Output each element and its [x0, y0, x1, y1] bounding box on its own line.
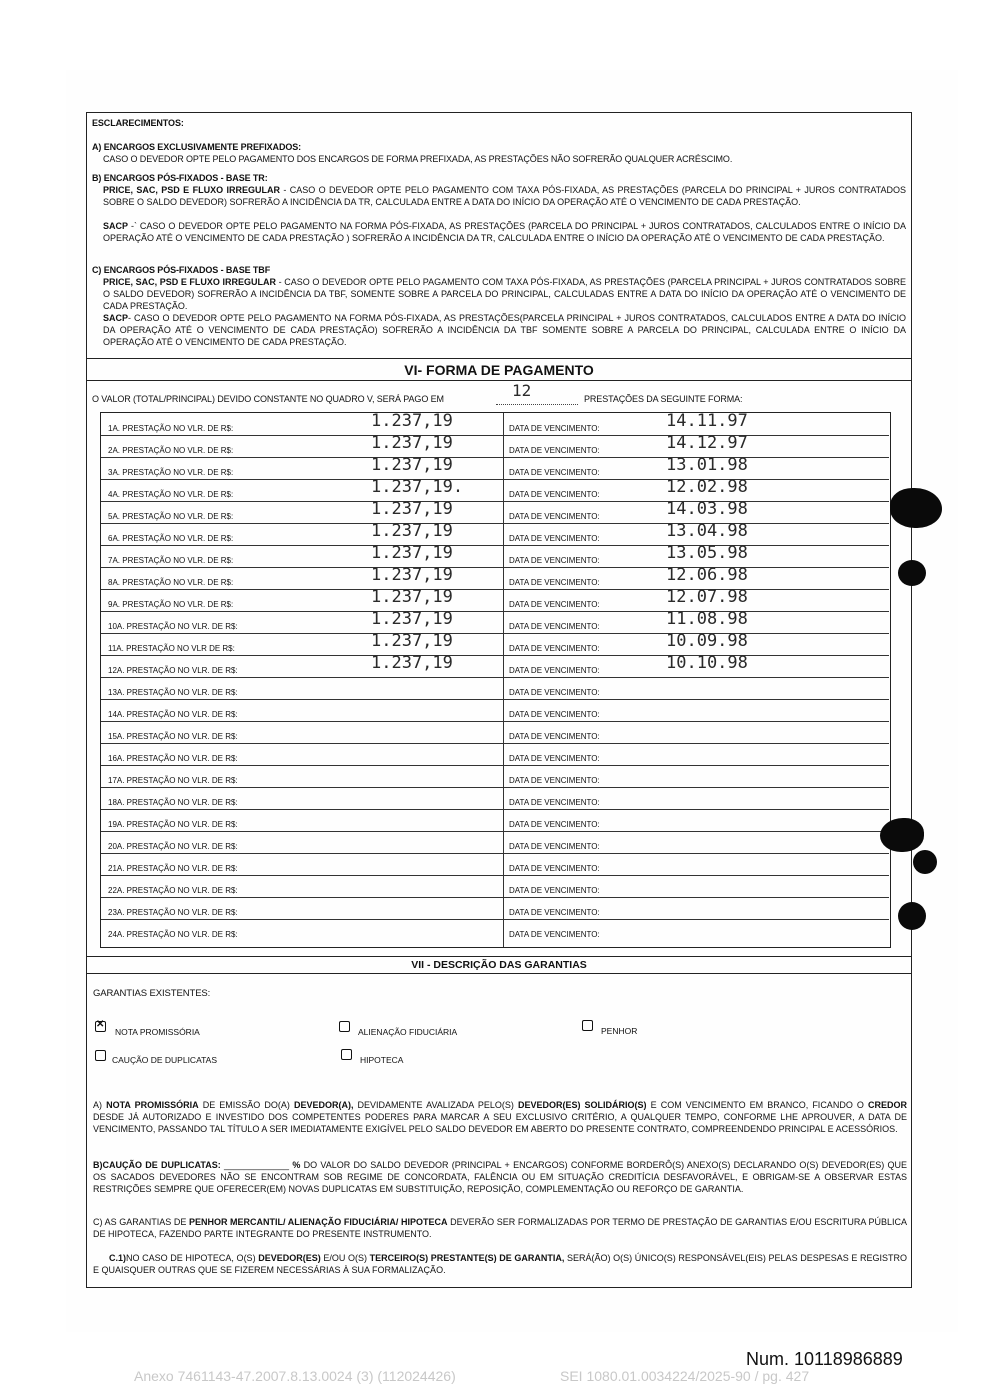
nota-promissoria-checkbox[interactable] [95, 1021, 106, 1032]
row-value: 1.237,19 [371, 653, 453, 673]
row-label: 17A. PRESTAÇÃO NO VLR. DE R$: [108, 776, 238, 785]
row-date: 14.03.98 [666, 499, 748, 519]
section-c-sacp: SACP- CASO O DEVEDOR OPTE PELO PAGAMENTO NA FORMA PÓS-FIXADA, AS PRESTAÇÕES(PARCELA PRINCIPAL + JUROS CONTRATADOS, CALCULADOS ENTRE A DATA DO INÍCIO DA OPERAÇÃO ATÉ O VENCIMENTO DE CADA PRESTAÇÃO) SOFRERÃO A INCIDÊNCIA DA TBF SOMENTE SOBRE A PARCELA DO PRINCIPAL, CALCULADA ENTRE O INÍCIO DA OPERAÇÃO ATÉ O VENCIMENTO DE CADA PRESTAÇÃO. [103, 313, 906, 347]
table-row [101, 655, 889, 678]
date-label: DATA DE VENCIMENTO: [509, 666, 600, 675]
row-value: 1.237,19 [371, 411, 453, 431]
table-row [101, 589, 889, 612]
date-label: DATA DE VENCIMENTO: [509, 842, 600, 851]
row-date: 10.09.98 [666, 631, 748, 651]
table-row [101, 787, 889, 810]
section-b-title: B) ENCARGOS PÓS-FIXADOS - BASE TR: [92, 173, 268, 183]
row-label: 3A. PRESTAÇÃO NO VLR. DE R$: [108, 468, 234, 477]
table-row [101, 919, 889, 941]
nota-promissoria-label: NOTA PROMISSÓRIA [115, 1027, 200, 1037]
date-label: DATA DE VENCIMENTO: [509, 908, 600, 917]
row-date: 12.06.98 [666, 565, 748, 585]
row-value: 1.237,19 [371, 521, 453, 541]
table-row [101, 501, 889, 524]
row-label: 23A. PRESTAÇÃO NO VLR. DE R$: [108, 908, 238, 917]
row-date: 12.02.98 [666, 477, 748, 497]
divider [86, 973, 912, 974]
esclarecimentos-title: ESCLARECIMENTOS: [92, 118, 184, 128]
row-label: 10A. PRESTAÇÃO NO VLR. DE R$: [108, 622, 238, 631]
row-value: 1.237,19 [371, 499, 453, 519]
hipoteca-label: HIPOTECA [360, 1055, 404, 1065]
row-label: 14A. PRESTAÇÃO NO VLR. DE R$: [108, 710, 238, 719]
row-value: 1.237,19 [371, 433, 453, 453]
date-label: DATA DE VENCIMENTO: [509, 600, 600, 609]
date-label: DATA DE VENCIMENTO: [509, 644, 600, 653]
date-label: DATA DE VENCIMENTO: [509, 446, 600, 455]
date-label: DATA DE VENCIMENTO: [509, 688, 600, 697]
row-label: 18A. PRESTAÇÃO NO VLR. DE R$: [108, 798, 238, 807]
pagamento-intro-left: O VALOR (TOTAL/PRINCIPAL) DEVIDO CONSTANTE NO QUADRO V, SERÁ PAGO EM [92, 394, 444, 404]
divider [86, 358, 912, 359]
date-label: DATA DE VENCIMENTO: [509, 534, 600, 543]
section-b-price: PRICE, SAC, PSD E FLUXO IRREGULAR - CASO O DEVEDOR OPTE PELO PAGAMENTO COM TAXA PÓS-FIXADA, AS PRESTAÇÕES (PARCELA DO PRINCIPAL + JUROS CONTRATADOS SOBRE O SALDO DEVEDOR) SOFRERÃO A INCIDÊNCIA DA TR, CALCULADA ENTRE A DATA DO INÍCIO DA OPERAÇÃO ATÉ O VENCIMENTO DE CADA PRESTAÇÃO. [103, 185, 906, 207]
row-label: 7A. PRESTAÇÃO NO VLR. DE R$: [108, 556, 234, 565]
row-label: 13A. PRESTAÇÃO NO VLR. DE R$: [108, 688, 238, 697]
section-b-sacp: SACP -` CASO O DEVEDOR OPTE PELO PAGAMENTO NA FORMA PÓS-FIXADA, AS PRESTAÇÕES (PARCELA DO PRINCIPAL + JUROS CONTRATADOS, CALCULADOS ENTRE O INÍCIO DA OPERAÇÃO ATÉ O VENCIMENTO DE CADA PRESTAÇÃO ) SOFRERÃO A INCIDÊNCIA DA TR, CALCULADA ENTRE O INÍCIO DA OPERAÇÃO ATÉ O VENCIMENTO DE CADA PRESTAÇÃO. [103, 221, 906, 243]
row-date: 14.11.97 [666, 411, 748, 431]
garantia-a-text: A) NOTA PROMISSÓRIA DE EMISSÃO DO(A) DEVEDOR(A), DEVIDAMENTE AVALIZADA PELO(S) DEVEDOR(ES) SOLIDÁRIO(S) E COM VENCIMENTO EM BRANCO, FICANDO O CREDOR DESDE JÁ AUTORIZADO E INVESTIDO DOS COMPETENTES PODERES PARA MARCAR A SEU EXCLUSIVO CRITÉRIO, A QUALQUER TEMPO, CONFORME LHE APROUVER, A DATA DE VENCIMENTO, PASSANDO TAL TÍTULO A SER IMEDIATAMENTE EXIGÍVEL PELO SALDO DEVEDOR EM ABERTO DO PRESENTE CONTRATO, COMPREENDENDO PRINCIPAL E ACESSÓRIOS. [93, 1100, 907, 1134]
date-label: DATA DE VENCIMENTO: [509, 864, 600, 873]
ink-blot [898, 902, 926, 930]
pagamento-intro-right: PRESTAÇÕES DA SEGUINTE FORMA: [584, 394, 743, 404]
row-label: 5A. PRESTAÇÃO NO VLR. DE R$: [108, 512, 234, 521]
hipoteca-checkbox[interactable] [341, 1049, 352, 1060]
divider [86, 956, 912, 957]
row-label: 9A. PRESTAÇÃO NO VLR. DE R$: [108, 600, 234, 609]
row-label: 21A. PRESTAÇÃO NO VLR. DE R$: [108, 864, 238, 873]
penhor-checkbox[interactable] [582, 1020, 593, 1031]
row-label: 8A. PRESTAÇÃO NO VLR. DE R$: [108, 578, 234, 587]
row-date: 10.10.98 [666, 653, 748, 673]
table-row [101, 523, 889, 546]
table-row [101, 677, 889, 700]
date-label: DATA DE VENCIMENTO: [509, 776, 600, 785]
row-value: 1.237,19 [371, 631, 453, 651]
table-row [101, 633, 889, 656]
table-row [101, 831, 889, 854]
alienacao-fiduciaria-checkbox[interactable] [339, 1021, 350, 1032]
row-label: 2A. PRESTAÇÃO NO VLR. DE R$: [108, 446, 234, 455]
row-date: 13.01.98 [666, 455, 748, 475]
divider [86, 380, 912, 381]
date-label: DATA DE VENCIMENTO: [509, 424, 600, 433]
table-row [101, 875, 889, 898]
section-c-title: C) ENCARGOS PÓS-FIXADOS - BASE TBF [92, 265, 271, 275]
date-label: DATA DE VENCIMENTO: [509, 798, 600, 807]
ink-blot [890, 488, 942, 528]
section-a-title: A) ENCARGOS EXCLUSIVAMENTE PREFIXADOS: [92, 142, 302, 152]
table-row [101, 611, 889, 634]
table-row [101, 765, 889, 788]
row-value: 1.237,19 [371, 609, 453, 629]
date-label: DATA DE VENCIMENTO: [509, 512, 600, 521]
row-date: 11.08.98 [666, 609, 748, 629]
installments-count: 12 [512, 381, 532, 400]
row-label: 22A. PRESTAÇÃO NO VLR. DE R$: [108, 886, 238, 895]
table-row [101, 435, 889, 458]
date-label: DATA DE VENCIMENTO: [509, 820, 600, 829]
date-label: DATA DE VENCIMENTO: [509, 930, 600, 939]
row-label: 15A. PRESTAÇÃO NO VLR. DE R$: [108, 732, 238, 741]
row-label: 12A. PRESTAÇÃO NO VLR. DE R$: [108, 666, 238, 675]
date-label: DATA DE VENCIMENTO: [509, 468, 600, 477]
alienacao-fiduciaria-label: ALIENAÇÃO FIDUCIÁRIA [358, 1027, 458, 1037]
table-row [101, 413, 889, 436]
table-row [101, 567, 889, 590]
table-row [101, 545, 889, 568]
date-label: DATA DE VENCIMENTO: [509, 754, 600, 763]
date-label: DATA DE VENCIMENTO: [509, 710, 600, 719]
garantia-c1-text: C.1)NO CASO DE HIPOTECA, O(S) DEVEDOR(ES) E/OU O(S) TERCEIRO(S) PRESTANTE(S) DE GARANTIA, SERÁ(ÃO) O(S) ÚNICO(S) RESPONSÁVEL(EIS) PELAS DESPESAS E REGISTRO E QUAISQUER OUTRAS QUE SE FIZEREM NECESSÁRIAS À SUA FORMALIZAÇÃO. [93, 1253, 907, 1275]
date-label: DATA DE VENCIMENTO: [509, 732, 600, 741]
penhor-label: PENHOR [601, 1026, 638, 1036]
table-row [101, 897, 889, 920]
row-label: 6A. PRESTAÇÃO NO VLR. DE R$: [108, 534, 234, 543]
row-label: 20A. PRESTAÇÃO NO VLR. DE R$: [108, 842, 238, 851]
ink-blot [913, 850, 937, 874]
table-row [101, 699, 889, 722]
row-date: 13.05.98 [666, 543, 748, 563]
row-value: 1.237,19 [371, 587, 453, 607]
caucao-duplicatas-checkbox[interactable] [95, 1050, 106, 1061]
row-label: 19A. PRESTAÇÃO NO VLR. DE R$: [108, 820, 238, 829]
table-row [101, 743, 889, 766]
garantias-existentes: GARANTIAS EXISTENTES: [93, 988, 211, 999]
row-value: 1.237,19 [371, 455, 453, 475]
installments-table [100, 412, 891, 948]
row-label: 1A. PRESTAÇÃO NO VLR. DE R$: [108, 424, 234, 433]
section-c-price: PRICE, SAC, PSD E FLUXO IRREGULAR - CASO O DEVEDOR OPTE PELO PAGAMENTO COM TAXA PÓS-FIXADA, AS PRESTAÇÕES (PARCELA PRINCIPAL + JUROS CONTRATADOS SOBRE O SALDO DEVEDOR) SOFRERÃO A INCIDÊNCIA DA TBF, SOMENTE SOBRE A PARCELA DO PRINCIPAL, CALCULADAS ENTRE A DATA DO INÍCIO DA OPERAÇÃO ATÉ O VENCIMENTO DE CADA PRESTAÇÃO. [103, 277, 906, 311]
row-value: 1.237,19 [371, 565, 453, 585]
row-date: 13.04.98 [666, 521, 748, 541]
date-label: DATA DE VENCIMENTO: [509, 490, 600, 499]
date-label: DATA DE VENCIMENTO: [509, 886, 600, 895]
garantias-title: VII - DESCRIÇÃO DAS GARANTIAS [411, 959, 587, 971]
ink-blot [880, 818, 924, 852]
anexo-reference: Anexo 7461143-47.2007.8.13.0024 (3) (112024426) [134, 1368, 456, 1384]
row-label: 24A. PRESTAÇÃO NO VLR. DE R$: [108, 930, 238, 939]
table-row [101, 721, 889, 744]
table-row [101, 457, 889, 480]
forma-pagamento-title: VI- FORMA DE PAGAMENTO [404, 362, 594, 378]
date-label: DATA DE VENCIMENTO: [509, 622, 600, 631]
table-row [101, 479, 889, 502]
garantia-c-text: C) AS GARANTIAS DE PENHOR MERCANTIL/ ALIENAÇÃO FIDUCIÁRIA/ HIPOTECA DEVERÃO SER FORMALIZADAS POR TERMO DE PRESTAÇÃO DE GARANTIAS E/OU ESCRITURA PÚBLICA DE HIPOTECA, FAZENDO PARTE INTEGRANTE DO PRESENTE INSTRUMENTO. [93, 1217, 907, 1239]
section-a-text: CASO O DEVEDOR OPTE PELO PAGAMENTO DOS ENCARGOS DE FORMA PREFIXADA, AS PRESTAÇÕES NÃO SOFRERÃO QUALQUER ACRÉSCIMO. [103, 154, 733, 164]
document-number: Num. 10118986889 [746, 1349, 903, 1369]
ink-blot [898, 560, 926, 586]
row-date: 14.12.97 [666, 433, 748, 453]
table-row [101, 853, 889, 876]
date-label: DATA DE VENCIMENTO: [509, 556, 600, 565]
date-label: DATA DE VENCIMENTO: [509, 578, 600, 587]
row-label: 16A. PRESTAÇÃO NO VLR. DE R$: [108, 754, 238, 763]
installments-blank-line [496, 404, 578, 405]
row-date: 12.07.98 [666, 587, 748, 607]
caucao-duplicatas-label: CAUÇÃO DE DUPLICATAS [112, 1055, 218, 1065]
sei-reference: SEI 1080.01.0034224/2025-90 / pg. 427 [560, 1368, 810, 1384]
row-label: 4A. PRESTAÇÃO NO VLR. DE R$: [108, 490, 234, 499]
table-row [101, 809, 889, 832]
row-label: 11A. PRESTAÇÃO NO VLR DE R$: [108, 644, 235, 653]
row-value: 1.237,19 [371, 543, 453, 563]
row-value: 1.237,19. [371, 477, 464, 497]
garantia-b-text: B)CAUÇÃO DE DUPLICATAS: _____________ % DO VALOR DO SALDO DEVEDOR (PRINCIPAL + ENCARGOS) CONFORME BORDERÔ(S) ANEXO(S) DECLARANDO O(S) DEVEDOR(ES) QUE OS SACADOS DEVEDORES NÃO SE ENCONTRAM SOB REGIME DE CONCORDATA, FALÊNCIA OU EM SITUAÇÃO CREDITÍCIA DESFAVORÁVEL, E OBRIGAM-SE A OBSERVAR ESTAS RESTRIÇÕES SEMPRE QUE OFERECER(EM) NOVAS DUPLICATAS EM SUBSTITUIÇÃO, REPOSIÇÃO, COMPLEMENTAÇÃO OU REFORÇO DE GARANTIA. [93, 1160, 907, 1194]
